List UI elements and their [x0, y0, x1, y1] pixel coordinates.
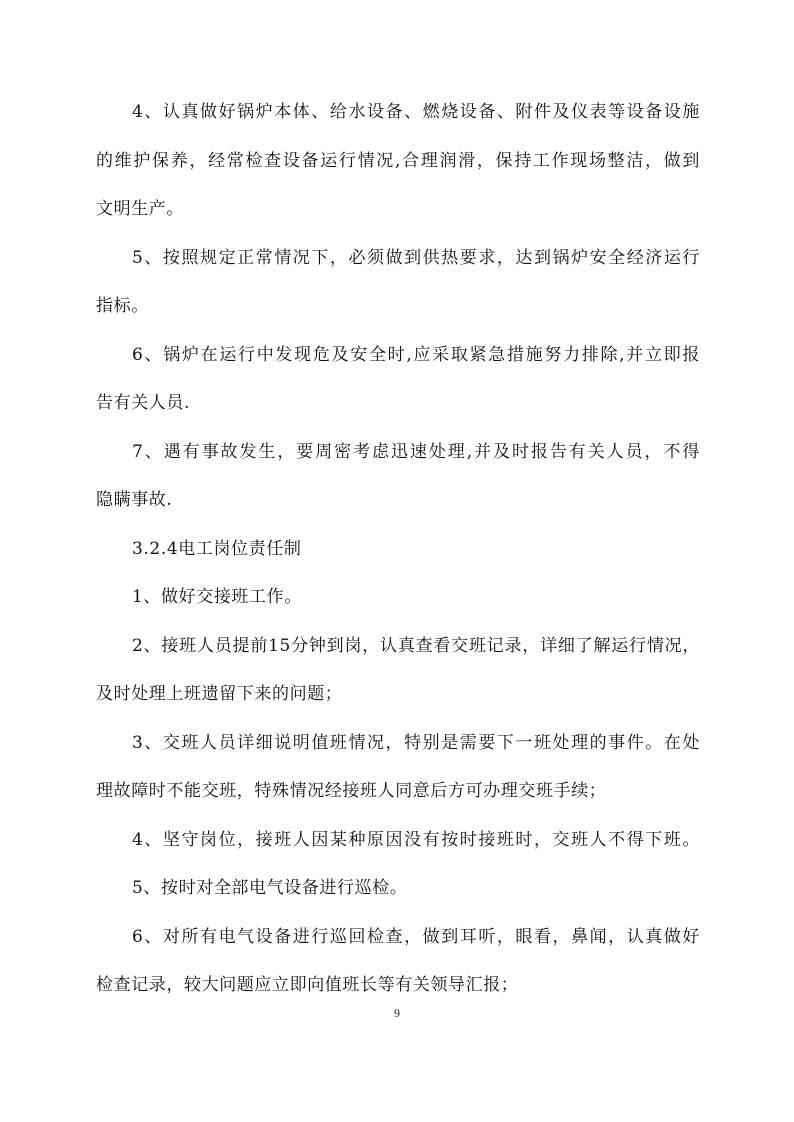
- item-6-line-2: 检查记录，较大问题应立即向值班长等有关领导汇报；: [96, 975, 519, 995]
- document-body: [96, 88, 700, 1010]
- section-heading: 3.2.4电工岗位责任制: [132, 538, 302, 559]
- item-4-line-1: 4、坚守岗位，接班人因某种原因没有按时接班时，交班人不得下班。: [132, 829, 700, 850]
- item-1-line-1: 1、做好交接班工作。: [132, 587, 302, 607]
- item-2-line-1: 2、接班人员提前15分钟到岗，认真查看交班记录，详细了解运行情况，: [132, 635, 700, 656]
- paragraph-5-line-1: 5、按照规定正常情况下，必须做到供热要求，达到锅炉安全经济运行: [132, 247, 700, 268]
- paragraph-7-line-2: 隐瞒事故.: [96, 490, 173, 510]
- item-3-line-2: 理故障时不能交班，特殊情况经接班人同意后方可办理交班手续；: [96, 781, 607, 801]
- item-5-line-1: 5、按时对全部电气设备进行巡检。: [132, 878, 408, 898]
- item-3-line-1: 3、交班人员详细说明值班情况，特别是需要下一班处理的事件。在处: [132, 732, 700, 753]
- paragraph-4-line-2: 的维护保养，经常检查设备运行情况,合理润滑，保持工作现场整洁，做到: [96, 150, 700, 171]
- paragraph-4-line-1: 4、认真做好锅炉本体、给水设备、燃烧设备、附件及仪表等设备设施: [132, 102, 700, 122]
- paragraph-6-line-2: 告有关人员.: [96, 393, 191, 413]
- paragraph-6-line-1: 6、锅炉在运行中发现危及安全时,应采取紧急措施努力排除,并立即报: [132, 344, 700, 365]
- page-number: 9: [394, 1006, 400, 1020]
- item-6-line-1: 6、对所有电气设备进行巡回检查，做到耳听，眼看，鼻闻，认真做好: [132, 926, 700, 947]
- paragraph-4-line-3: 文明生产。: [96, 199, 184, 219]
- paragraph-7-line-1: 7、遇有事故发生，要周密考虑迅速处理,并及时报告有关人员，不得: [132, 441, 700, 462]
- paragraph-5-line-2: 指标。: [96, 296, 149, 316]
- item-2-line-2: 及时处理上班遗留下来的问题；: [96, 684, 343, 704]
